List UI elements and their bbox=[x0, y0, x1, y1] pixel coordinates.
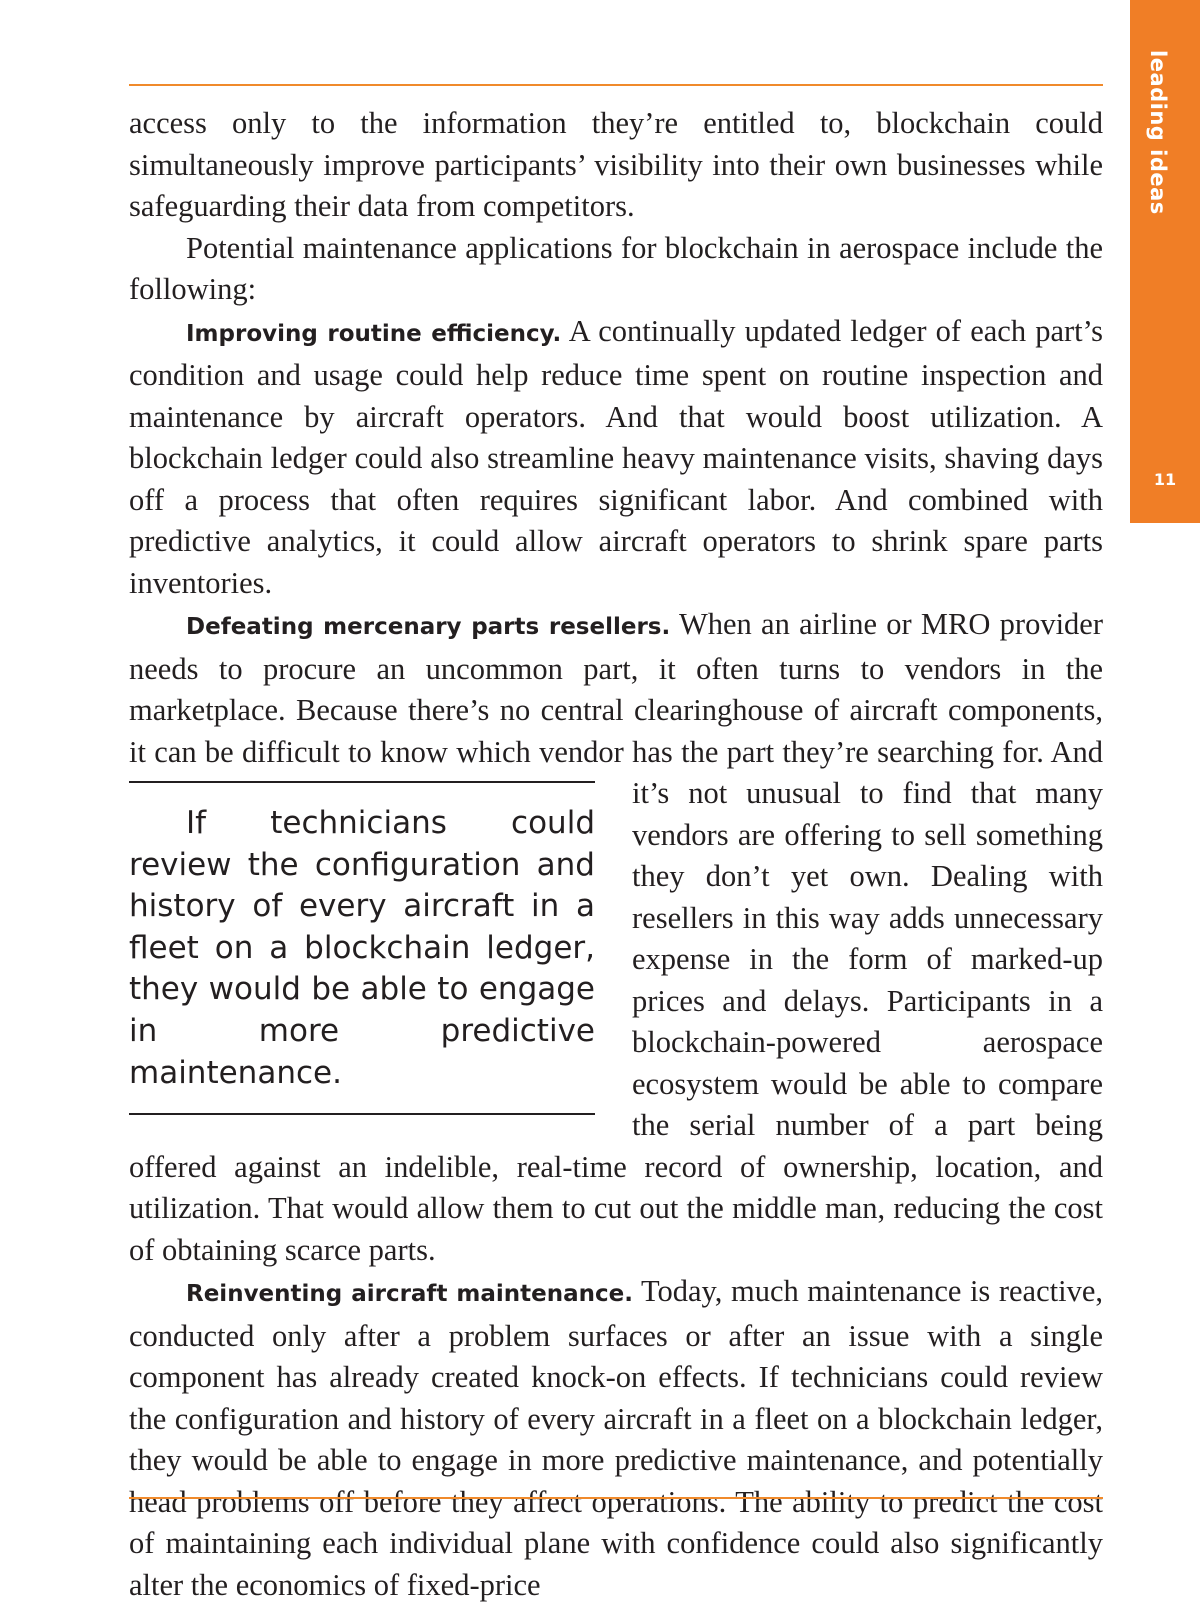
paragraph-4-lead: Defeating mercenary parts resellers. bbox=[186, 614, 671, 640]
paragraph-5-lead: Reinventing aircraft maintenance. bbox=[186, 1281, 633, 1307]
paragraph-5-text: Today, much maintenance is reactive, conducted only after a problem surfaces or after an issue with a single component has already created knock-on effects. If technicians could review the configuration and history of every aircraft in a fleet on a blockchain ledger, they would be able to engage in more predictive maintenance, and potentially head problems off before they affect operations. The ability to predict the cost of maintaining each individual plane with confidence could also significantly alter the economics of fixed-price bbox=[129, 1274, 1103, 1602]
paragraph-4-text-a: When an airline or MRO provider needs to procure an uncommon part, it often turns to vendors in the marketplace. Because there’s no central clearinghouse of aircraft components, it can be difficult to know which vendor has the part they’re searching for. And it’s not bbox=[129, 607, 1104, 810]
paragraph-2: Potential maintenance applications for blockchain in aerospace include the following: bbox=[129, 230, 1103, 306]
article-body bbox=[129, 103, 1103, 1606]
top-rule bbox=[129, 84, 1103, 86]
page-number: 11 bbox=[1153, 470, 1177, 489]
paragraph-4-text-b: unusual to find that many vendors are offering to sell something they don’t yet own. Dealing with resellers in this way adds unnecessary expense in the form of marked-up prices and delays. Participants in a blockchain-powered aerospace ecosystem would be able to compare the serial number of a part being offered against an indelible, real-time record of ownership, location, and utilization. That would allow them to cut out the middle man, reducing the cost of obtaining scarce parts. bbox=[129, 776, 1104, 1267]
paragraph-3 bbox=[129, 311, 1103, 605]
paragraph-3-lead: Improving routine efficiency. bbox=[186, 320, 562, 347]
paragraph-4 bbox=[129, 604, 1103, 1271]
paragraph-3-text: A continually updated ledger of each part’s condition and usage could help reduce time spent on routine inspection and maintenance by aircraft operators. And that would boost utilization. A blockchain ledger could also streamline heavy maintenance visits, shaving days off a process that often requires significant labor. And combined with predictive analytics, it could allow aircraft operators to shrink spare parts inventories. bbox=[129, 313, 1103, 600]
bottom-rule bbox=[129, 1497, 1103, 1499]
paragraph-1: access only to the information they’re entitled to, blockchain could simultaneously improve participants’ visibility into their own businesses while safeguarding their data from competitors. bbox=[129, 106, 1103, 223]
pull-quote: If technicians could review the configuration and history of every aircraft in a fleet on a blockchain ledger, they would be able to engage in more predictive maintenance. bbox=[129, 781, 595, 1115]
paragraph-5 bbox=[129, 1271, 1103, 1606]
section-label: leading ideas bbox=[1146, 50, 1170, 215]
